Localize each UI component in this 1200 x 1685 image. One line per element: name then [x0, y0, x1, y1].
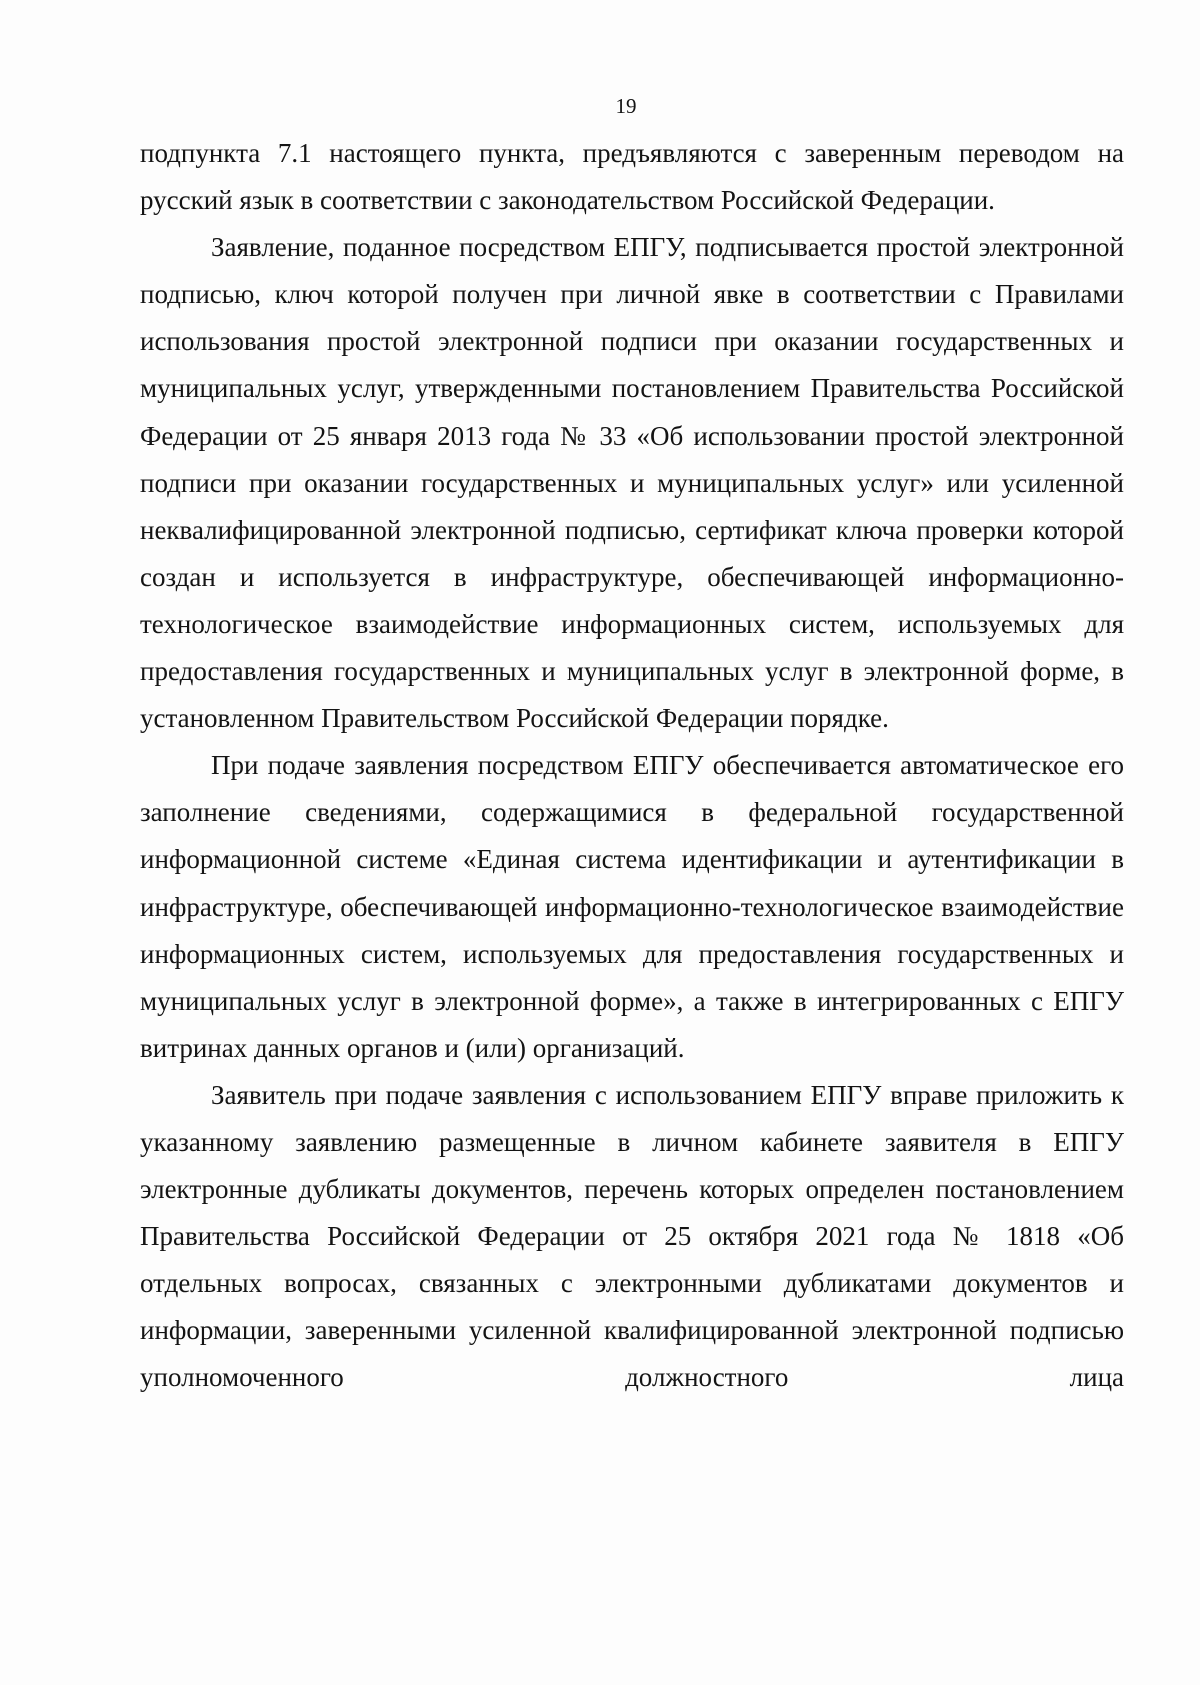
page-number: 19 [615, 94, 637, 118]
document-body [140, 130, 1124, 1402]
paragraph-signature: Заявление, поданное посредством ЕПГУ, подписывается простой электронной подписью, ключ которой получен при личной явке в соответствии с Правилами использования простой электронной подписи при оказании государственных и муниципальных услуг, утвержденными постановлением Правительства Российской Федерации от 25 января 2013 года № 33 «Об использовании простой электронной подписи при оказании государственных и муниципальных услуг» или усиленной неквалифицированной электронной подписью, сертификат ключа проверки которой создан и используется в инфраструктуре, обеспечивающей информационно-технологическое взаимодействие информационных систем, используемых для предоставления государственных и муниципальных услуг в электронной форме, в установленном Правительством Российской Федерации порядке. [140, 232, 1124, 734]
paragraph-continuation: подпункта 7.1 настоящего пункта, предъявляются с заверенным переводом на русский язык в соответствии с законодательством Российской Федерации. [140, 138, 1124, 216]
paragraph-autofill: При подаче заявления посредством ЕПГУ обеспечивается автоматическое его заполнение сведениями, содержащимися в федеральной государственной информационной системе «Единая система идентификации и аутентификации в инфраструктуре, обеспечивающей информационно-технологическое взаимодействие информационных систем, используемых для предоставления государственных и муниципальных услуг в электронной форме», а также в интегрированных с ЕПГУ витринах данных органов и (или) организаций. [140, 750, 1124, 1063]
paragraph-duplicates: Заявитель при подаче заявления с использованием ЕПГУ вправе приложить к указанному заявлению размещенные в личном кабинете заявителя в ЕПГУ электронные дубликаты документов, перечень которых определен постановлением Правительства Российской Федерации от 25 октября 2021 года № 1818 «Об отдельных вопросах, связанных с электронными дубликатами документов и информации, заверенными усиленной квалифицированной электронной подписью уполномоченного должностного лица [140, 1079, 1124, 1393]
